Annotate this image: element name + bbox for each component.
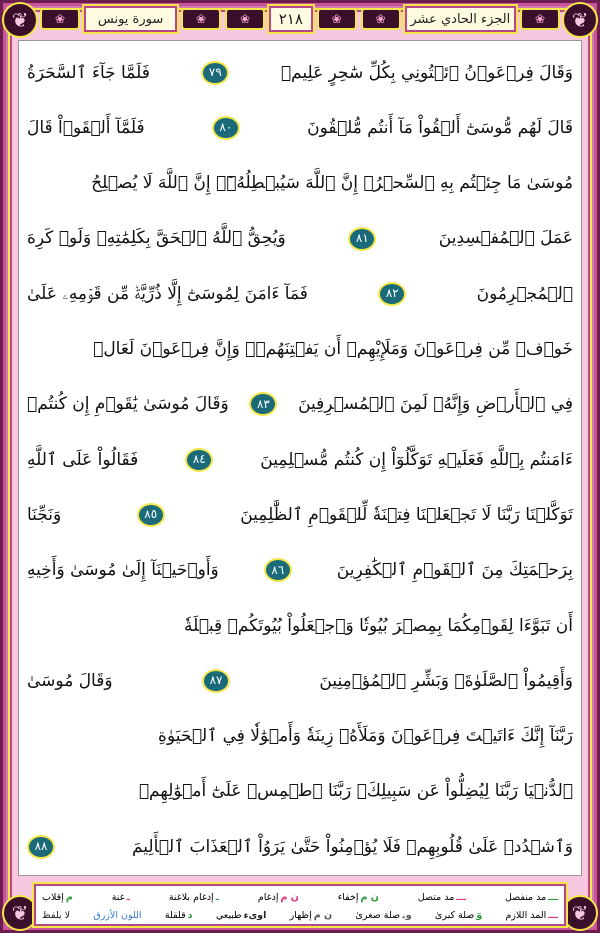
- verse-text: تَوَكَّلۡنَا رَبَّنَا لَا تَجۡعَلۡنَا فِتۡنَةٗ لِّلۡقَوۡمِ ٱلظَّٰلِمِينَ: [240, 504, 573, 525]
- legend-label: إظهار: [289, 909, 312, 921]
- text-line: [27, 156, 573, 211]
- corner-ornament-icon: ❦: [2, 2, 38, 38]
- text-line: [27, 598, 573, 653]
- legend-label: غنة: [111, 891, 125, 903]
- ornament-icon: ❀: [317, 8, 357, 30]
- text-line: [27, 487, 573, 542]
- legend-swatch: م: [65, 891, 73, 903]
- verse-text: فَلَمَّا جَآءَ ٱلسَّحَرَةُ: [27, 62, 150, 83]
- juz-label: الجزء الحادي عشر: [405, 6, 516, 32]
- legend-item: [93, 910, 141, 921]
- verse-text: ٱلدُّنۡيَا رَبَّنَا لِيُضِلُّواْ عَن سَبِيلِكَۖ رَبَّنَا ٱطۡمِسۡ عَلَىٰٓ أَمۡوَٰلِهِمۡ: [138, 781, 573, 802]
- legend-item: [338, 892, 379, 903]
- text-line: [27, 45, 573, 100]
- legend-swatch: ـــ: [548, 909, 558, 921]
- verse-text: وَقَالَ مُوسَىٰ: [27, 670, 113, 691]
- verse-text: عَمَلَ ٱلۡمُفۡسِدِينَ: [438, 228, 573, 249]
- legend-swatch: ـــ: [456, 891, 467, 903]
- ayah-number-marker: ٨٨: [27, 835, 55, 859]
- legend-label: صلة كبرىٰ: [434, 909, 475, 921]
- verse-text: وَنَجِّنَا: [27, 504, 62, 525]
- legend-row: [42, 888, 558, 906]
- verse-text: وَقَالَ فِرۡعَوۡنُ ٱئۡتُونِي بِكُلِّ سَٰحِرٍ عَلِيمٖ: [280, 62, 573, 83]
- ornament-icon: ❀: [181, 8, 221, 30]
- text-line: [27, 100, 573, 155]
- surah-name: سورة يونس: [84, 6, 177, 32]
- legend-item: [216, 910, 267, 921]
- quran-text-area: [18, 40, 582, 876]
- corner-ornament-icon: ❦: [562, 2, 598, 38]
- text-line: [27, 211, 573, 266]
- tajweed-legend: [34, 884, 566, 926]
- legend-item: [505, 892, 558, 903]
- text-line: [27, 266, 573, 321]
- corner-ornament-icon: ❦: [2, 895, 38, 931]
- legend-item: [112, 892, 130, 903]
- legend-swatch: ن م: [280, 891, 299, 903]
- legend-item: [169, 892, 219, 903]
- text-line: [27, 543, 573, 598]
- verse-text: أَن تَبَوَّءَا لِقَوۡمِكُمَا بِمِصۡرَ بُيُوتٗا وَٱجۡعَلُواْ بُيُوتَكُمۡ قِبۡلَةٗ: [183, 615, 573, 636]
- legend-label: إقلاب: [42, 891, 64, 903]
- legend-label: إدغام بلاغنة: [168, 891, 214, 903]
- page-header: [40, 4, 560, 34]
- legend-item: [42, 910, 70, 921]
- verse-text: وَقَالَ مُوسَىٰ يَٰقَوۡمِ إِن كُنتُمۡ: [27, 394, 229, 415]
- legend-item: [165, 910, 193, 921]
- legend-swatch: ـ: [215, 891, 219, 903]
- verse-text: مُوسَىٰ مَا جِئۡتُم بِهِ ٱلسِّحۡرُۖ إِنَّ ٱللَّهَ سَيُبۡطِلُهُۥٓۖ إِنَّ ٱللَّهَ لَا يُصۡلِحُ: [91, 173, 573, 194]
- ornament-icon: ❀: [225, 8, 265, 30]
- legend-label: المد اللازم: [505, 909, 547, 921]
- verse-text: وَأَقِيمُواْ ٱلصَّلَوٰةَۗ وَبَشِّرِ ٱلۡمُؤۡمِنِينَ: [319, 670, 573, 691]
- legend-item: [42, 892, 73, 903]
- ornament-icon: ❀: [40, 8, 80, 30]
- ayah-number-marker: ٨٤: [185, 448, 213, 472]
- legend-swatch: ـــ: [548, 891, 558, 903]
- verse-text: ٱلۡمُجۡرِمُونَ: [476, 283, 573, 304]
- legend-label: صلة صغرىٰ: [355, 909, 401, 921]
- verse-text: خَوۡفٖ مِّن فِرۡعَوۡنَ وَمَلَإِيْهِمۡ أَن يَفۡتِنَهُمۡۚ وَإِنَّ فِرۡعَوۡنَ لَعَالٖ: [93, 339, 573, 360]
- ayah-number-marker: ٨٦: [264, 558, 292, 582]
- verse-text: فَلَمَّآ أَلۡقَوۡاْ قَالَ: [27, 117, 145, 138]
- legend-item: [435, 910, 482, 921]
- legend-label: مد متصل: [417, 891, 455, 903]
- legend-item: [258, 892, 299, 903]
- text-line: [27, 764, 573, 819]
- ayah-number-marker: ٨٠: [212, 116, 240, 140]
- text-line: [27, 653, 573, 708]
- legend-item: [506, 910, 558, 921]
- text-line: [27, 321, 573, 376]
- legend-row: [42, 906, 558, 924]
- legend-item: [418, 892, 466, 903]
- legend-label: إدغام: [257, 891, 279, 903]
- ayah-number-marker: ٨٥: [137, 503, 165, 527]
- legend-swatch: ن م: [360, 891, 379, 903]
- verse-text: فِي ٱلۡأَرۡضِ وَإِنَّهُۥ لَمِنَ ٱلۡمُسۡرِفِينَ: [298, 394, 573, 415]
- legend-swatch: ـ: [126, 891, 130, 903]
- legend-swatch: ن م: [313, 909, 333, 921]
- legend-item: [290, 910, 332, 921]
- ayah-number-marker: ٧٩: [201, 61, 229, 85]
- legend-label: إخفاء: [337, 891, 359, 903]
- verse-text: وَيُحِقُّ ٱللَّهُ ٱلۡحَقَّ بِكَلِمَٰتِهِۦ وَلَوۡ كَرِهَ: [27, 228, 286, 249]
- text-line: [27, 377, 573, 432]
- ornament-icon: ❀: [361, 8, 401, 30]
- legend-label: مد منفصل: [504, 891, 547, 903]
- legend-label: اللون الأزرق: [93, 909, 142, 921]
- verse-text: وَأَوۡحَيۡنَآ إِلَىٰ مُوسَىٰ وَأَخِيهِ: [27, 560, 219, 581]
- ayah-number-marker: ٨٢: [378, 282, 406, 306]
- verse-text: فَمَآ ءَامَنَ لِمُوسَىٰٓ إِلَّا ذُرِّيَّةٞ مِّن قَوۡمِهِۦ عَلَىٰ: [27, 283, 308, 304]
- legend-label: طبيعي: [215, 909, 242, 921]
- text-line: [27, 819, 573, 874]
- verse-text: وَٱشۡدُدۡ عَلَىٰ قُلُوبِهِمۡ فَلَا يُؤۡمِنُواْ حَتَّىٰ يَرَوُاْ ٱلۡعَذَابَ ٱلۡأَلِيمَ: [131, 836, 573, 857]
- verse-text: رَبَّنَآ إِنَّكَ ءَاتَيۡتَ فِرۡعَوۡنَ وَمَلَأَهُۥ زِينَةٗ وَأَمۡوَٰلٗا فِي ٱلۡحَيَوٰةِ: [158, 726, 573, 747]
- verse-text: بِرَحۡمَتِكَ مِنَ ٱلۡقَوۡمِ ٱلۡكَٰفِرِينَ: [336, 560, 573, 581]
- legend-label: قلقلة: [164, 909, 186, 921]
- ayah-number-marker: ٨٣: [249, 392, 277, 416]
- corner-ornament-icon: ❦: [562, 895, 598, 931]
- legend-swatch: د: [187, 909, 193, 921]
- legend-item: [355, 910, 411, 921]
- ayah-number-marker: ٨١: [348, 227, 376, 251]
- legend-swatch: وٓ: [476, 909, 483, 921]
- ayah-number-marker: ٨٧: [202, 669, 230, 693]
- verse-text: قَالَ لَهُم مُّوسَىٰٓ أَلۡقُواْ مَآ أَنتُم مُّلۡقُونَ: [307, 117, 573, 138]
- text-line: [27, 432, 573, 487]
- text-line: [27, 709, 573, 764]
- verse-text: فَقَالُواْ عَلَى ٱللَّهِ: [27, 449, 139, 470]
- legend-label: لا يلفظ: [42, 909, 71, 921]
- page-number: ٢١٨: [269, 6, 313, 32]
- legend-swatch: اوىء: [243, 909, 267, 921]
- ornament-icon: ❀: [520, 8, 560, 30]
- legend-swatch: وۦ: [402, 909, 412, 921]
- verse-text: ءَامَنتُم بِٱللَّهِ فَعَلَيۡهِ تَوَكَّلُوٓاْ إِن كُنتُم مُّسۡلِمِينَ: [260, 449, 573, 470]
